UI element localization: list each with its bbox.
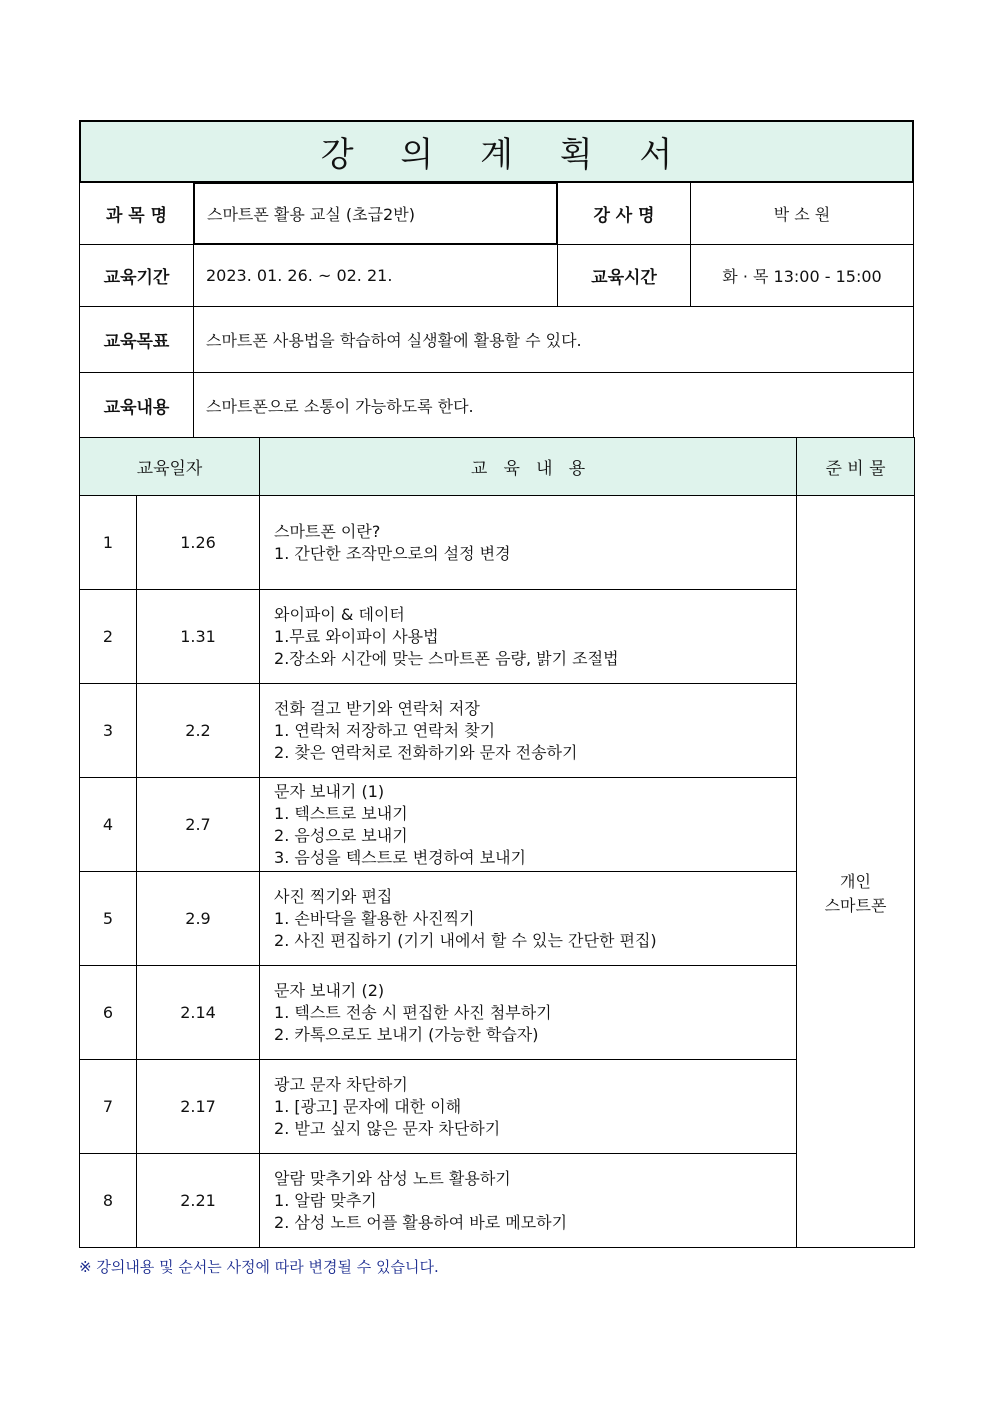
session-content-line: 광고 문자 차단하기: [274, 1074, 408, 1094]
session-content-line: 알람 맞추기와 삼성 노트 활용하기: [274, 1168, 511, 1188]
session-number: 5: [80, 872, 137, 966]
schedule-row: [80, 1154, 915, 1248]
session-content-line: 1. 손바닥을 활용한 사진찍기: [274, 908, 475, 928]
goal-label: 교육목표: [79, 306, 194, 373]
session-content: [260, 966, 797, 1060]
session-content: [260, 496, 797, 590]
period-label: 교육기간: [79, 244, 194, 307]
session-number: 6: [80, 966, 137, 1060]
session-date: 2.9: [137, 872, 260, 966]
subject-label: 과 목 명: [79, 182, 194, 245]
subject-value: 스마트폰 활용 교실 (초급2반): [193, 182, 558, 245]
schedule-row: [80, 684, 915, 778]
session-content-line: 2. 사진 편집하기 (기기 내에서 할 수 있는 간단한 편집): [274, 930, 657, 950]
session-content-line: 1. [광고] 문자에 대한 이해: [274, 1096, 462, 1116]
schedule-row: [80, 966, 915, 1060]
session-content-line: 2. 카톡으로도 보내기 (가능한 학습자): [274, 1024, 539, 1044]
time-value: 화 · 목 13:00 - 15:00: [690, 244, 914, 307]
session-date: 2.17: [137, 1060, 260, 1154]
session-content: [260, 1060, 797, 1154]
schedule-row: [80, 590, 915, 684]
session-content: [260, 778, 797, 872]
schedule-row: [80, 872, 915, 966]
period-value: 2023. 01. 26. ~ 02. 21.: [193, 244, 558, 307]
materials-value: 개인 스마트폰: [797, 496, 915, 1248]
schedule-header-row: [80, 438, 915, 496]
schedule-table: [79, 437, 915, 1248]
schedule-row: [80, 1060, 915, 1154]
content-label: 교육내용: [79, 372, 194, 438]
session-content-line: 2. 삼성 노트 어플 활용하여 바로 메모하기: [274, 1212, 568, 1232]
session-number: 7: [80, 1060, 137, 1154]
instructor-label: 강 사 명: [557, 182, 691, 245]
session-content-line: 1. 텍스트 전송 시 편집한 사진 첨부하기: [274, 1002, 552, 1022]
session-content-line: 1. 알람 맞추기: [274, 1190, 377, 1210]
time-label: 교육시간: [557, 244, 691, 307]
session-content: [260, 1154, 797, 1248]
session-date: 2.7: [137, 778, 260, 872]
session-content-line: 문자 보내기 (2): [274, 980, 385, 1000]
document-title: 강 의 계 획 서: [79, 120, 914, 183]
session-content-line: 2.장소와 시간에 맞는 스마트폰 음량, 밝기 조절법: [274, 648, 619, 668]
session-content: [260, 684, 797, 778]
session-content-line: 1. 텍스트로 보내기: [274, 803, 408, 823]
session-date: 1.26: [137, 496, 260, 590]
session-content-line: 2. 음성으로 보내기: [274, 825, 408, 845]
session-number: 4: [80, 778, 137, 872]
schedule-row: [80, 778, 915, 872]
session-number: 8: [80, 1154, 137, 1248]
goal-value: 스마트폰 사용법을 학습하여 실생활에 활용할 수 있다.: [193, 306, 914, 373]
session-content-line: 와이파이 & 데이터: [274, 604, 405, 624]
session-content-line: 2. 받고 싶지 않은 문자 차단하기: [274, 1118, 501, 1138]
session-date: 2.2: [137, 684, 260, 778]
session-content: [260, 590, 797, 684]
session-content: [260, 872, 797, 966]
header-content: 교 육 내 용: [260, 438, 797, 496]
content-value: 스마트폰으로 소통이 가능하도록 한다.: [193, 372, 914, 438]
instructor-value: 박 소 원: [690, 182, 914, 245]
schedule-row: [80, 496, 915, 590]
session-content-line: 1. 연락처 저장하고 연락처 찾기: [274, 720, 496, 740]
session-content-line: 1. 간단한 조작만으로의 설정 변경: [274, 543, 511, 563]
session-date: 2.14: [137, 966, 260, 1060]
session-content-line: 2. 찾은 연락처로 전화하기와 문자 전송하기: [274, 742, 578, 762]
session-content-line: 사진 찍기와 편집: [274, 886, 393, 906]
session-content-line: 스마트폰 이란?: [274, 521, 381, 541]
footnote: ※ 강의내용 및 순서는 사정에 따라 변경될 수 있습니다.: [79, 1258, 439, 1276]
header-date: 교육일자: [80, 438, 260, 496]
session-number: 3: [80, 684, 137, 778]
session-number: 1: [80, 496, 137, 590]
session-number: 2: [80, 590, 137, 684]
header-materials: 준 비 물: [797, 438, 915, 496]
session-content-line: 1.무료 와이파이 사용법: [274, 626, 439, 646]
session-content-line: 문자 보내기 (1): [274, 781, 385, 801]
session-content-line: 3. 음성을 텍스트로 변경하여 보내기: [274, 847, 527, 867]
session-content-line: 전화 걸고 받기와 연락처 저장: [274, 698, 480, 718]
session-date: 2.21: [137, 1154, 260, 1248]
session-date: 1.31: [137, 590, 260, 684]
